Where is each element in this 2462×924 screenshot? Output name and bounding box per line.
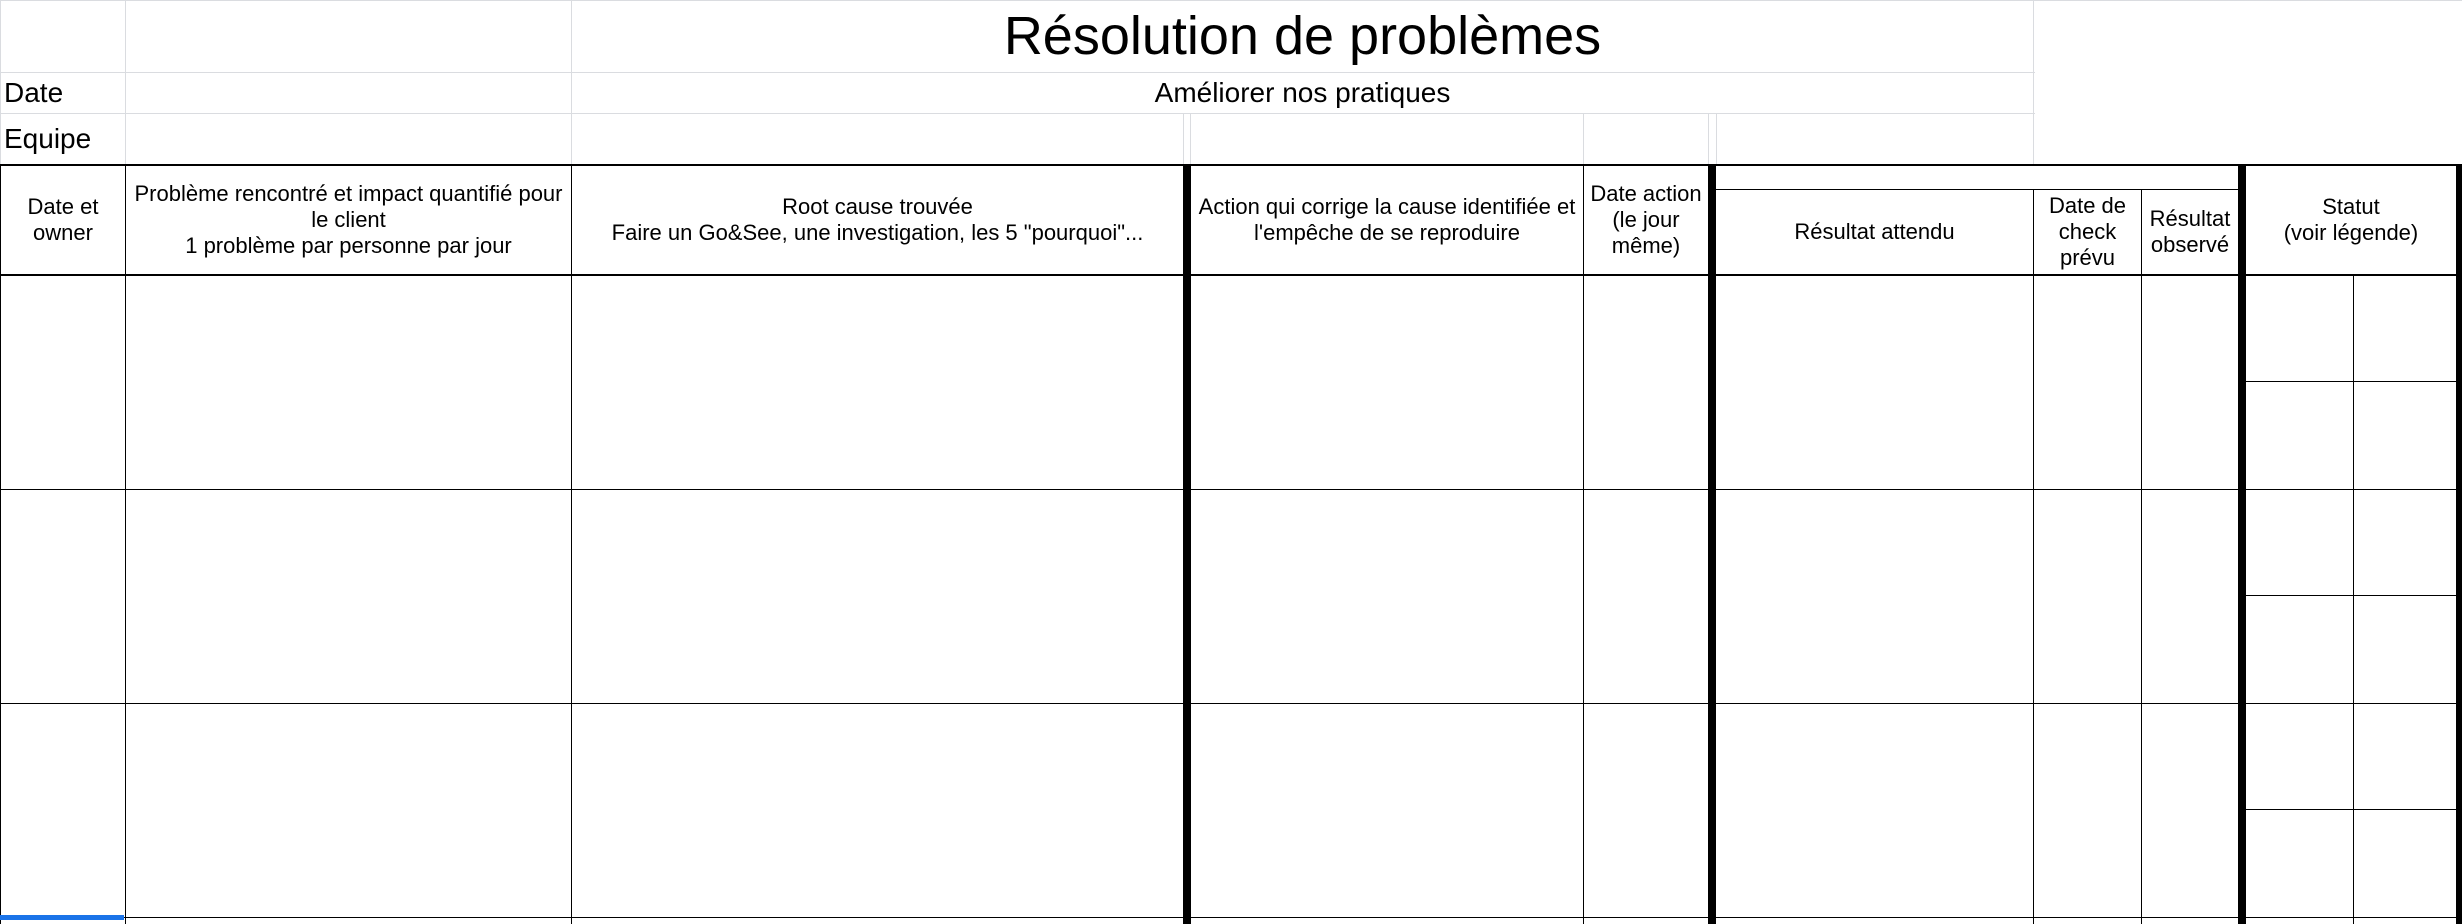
table-row[interactable] (1, 490, 2456, 703)
header-date-action[interactable]: Date action (le jour même) (1590, 181, 1702, 258)
date-value-cell[interactable] (126, 73, 571, 113)
page-title: Résolution de problèmes (1003, 6, 1602, 66)
equipe-value-cell[interactable] (126, 114, 571, 164)
header-probleme[interactable]: Problème rencontré et impact quantifié pour le client 1 problème par personne par jour (134, 181, 563, 258)
title-cell[interactable] (572, 0, 2033, 72)
equipe-label[interactable]: Equipe (4, 123, 92, 154)
subtitle-cell[interactable] (572, 73, 2033, 113)
table-row[interactable] (1, 276, 2456, 489)
header-resultat-attendu[interactable]: Résultat attendu (1794, 219, 1955, 244)
header-date-owner[interactable]: Date et owner (27, 194, 99, 245)
header-date-check[interactable]: Date de check prévu (2048, 193, 2127, 270)
header-statut[interactable]: Statut (voir légende) (2283, 194, 2419, 245)
header-resultat-observe[interactable]: Résultat observé (2149, 206, 2231, 257)
header-root-cause[interactable]: Root cause trouvée Faire un Go&See, une investigation, les 5 "pourquoi"... (611, 194, 1144, 245)
header-action[interactable]: Action qui corrige la cause identifiée et l'empêche de se reproduire (1198, 194, 1576, 245)
date-label[interactable]: Date (4, 77, 64, 108)
table-row[interactable] (1, 704, 2456, 917)
selected-cell-indicator (0, 915, 124, 920)
page-subtitle: Améliorer nos pratiques (1154, 77, 1451, 108)
